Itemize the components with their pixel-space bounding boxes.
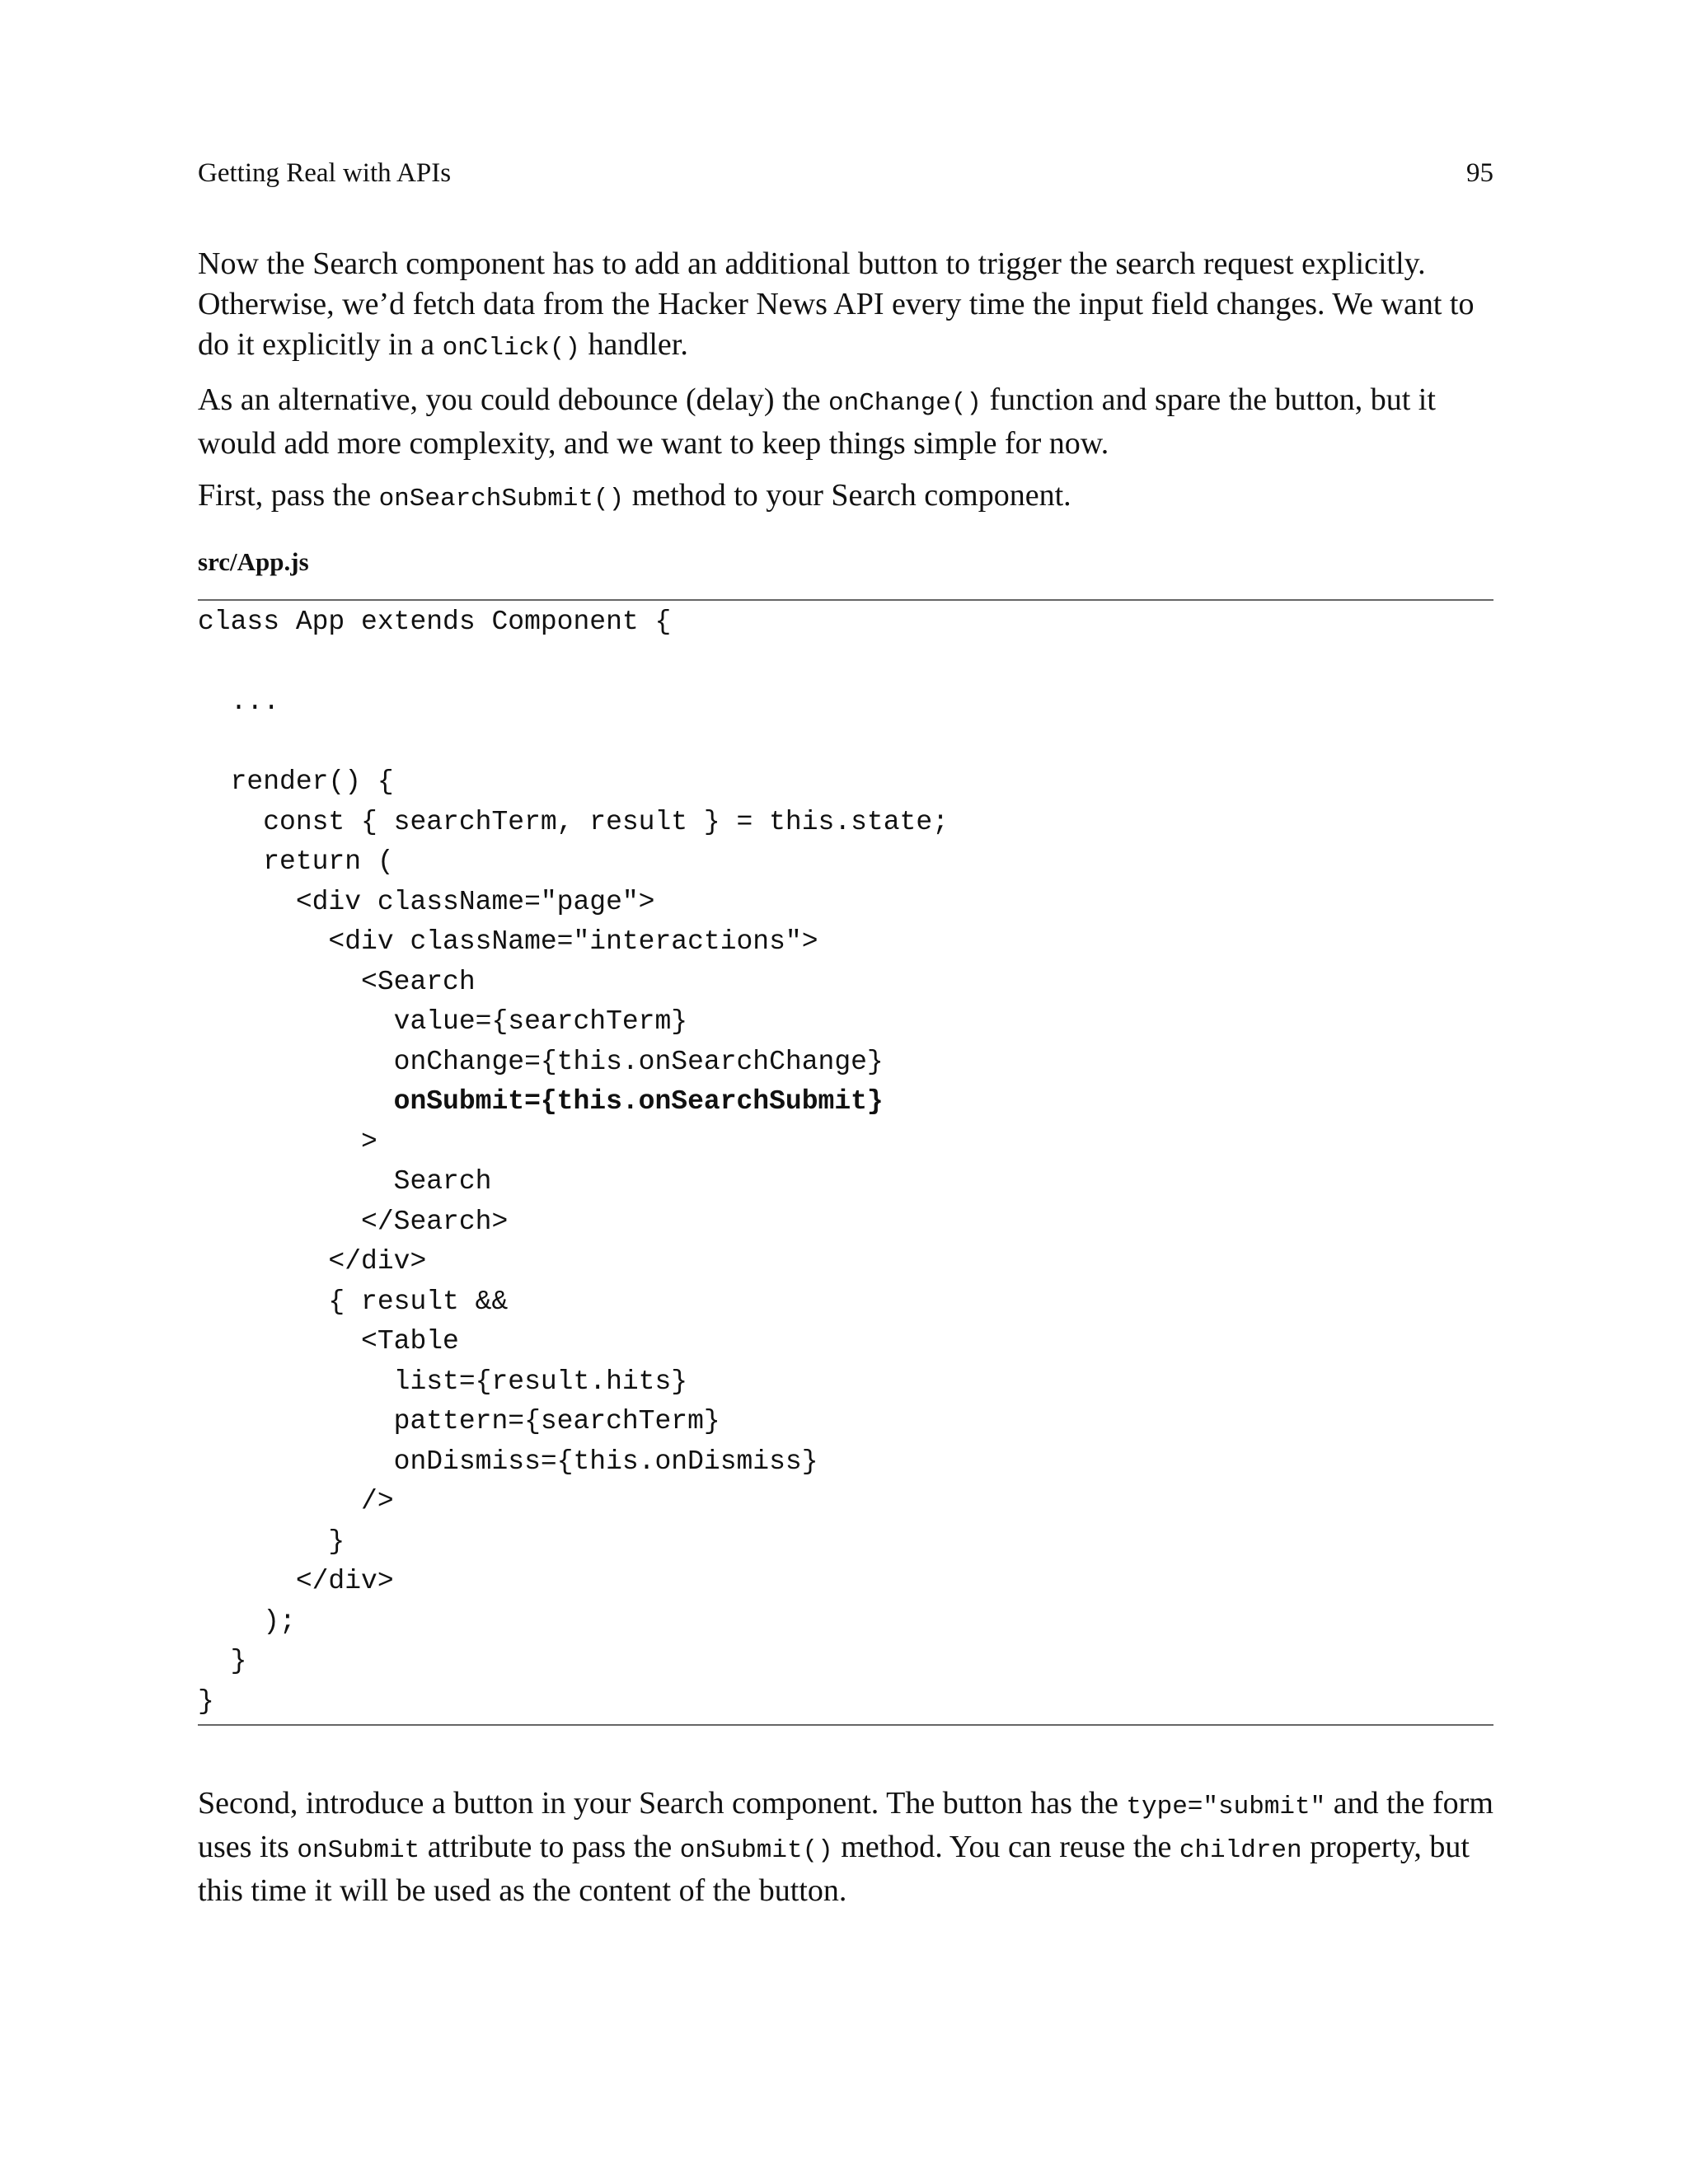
book-page — [198, 0, 1493, 2184]
code-line: > — [198, 1126, 377, 1157]
code-line: } — [198, 1526, 345, 1557]
code-line: value={searchTerm} — [198, 1006, 688, 1037]
code-line: <div className="page"> — [198, 886, 655, 917]
code-line: } — [198, 1646, 247, 1676]
paragraph-text: attribute to pass the — [420, 1830, 680, 1864]
code-line: </div> — [198, 1566, 394, 1596]
paragraph-text: As an alternative, you could debounce (delay) the — [198, 382, 828, 417]
paragraph-text: Now the Search component has to add an additional button to trigger the search request explicitly. Otherwise, we’d fetch data from the Hacker News API every time the input field changes. We want to do it explicitly in a — [198, 246, 1475, 362]
code-line: </div> — [198, 1246, 427, 1277]
code-line: return ( — [198, 846, 394, 877]
code-bottom-rule — [198, 1724, 1493, 1726]
paragraph-text: and the form uses its — [198, 1786, 1493, 1864]
code-line: { result && — [198, 1286, 509, 1317]
paragraph-text: First, pass the — [198, 478, 379, 513]
code-line: onChange={this.onSearchChange} — [198, 1046, 884, 1077]
code-line: </Search> — [198, 1206, 509, 1237]
code-line: list={result.hits} — [198, 1366, 688, 1397]
code-block — [198, 601, 1493, 1722]
inline-code: onSearchSubmit() — [378, 485, 625, 513]
paragraph-text: function and spare the button, but it would add more complexity, and we want to keep things simple for now. — [198, 382, 1436, 461]
code-line: ... — [198, 687, 280, 717]
code-line: Search — [198, 1166, 492, 1197]
running-header — [198, 153, 1493, 193]
code-line — [198, 723, 1493, 763]
code-line: <Table — [198, 1326, 459, 1357]
inline-code: onSubmit() — [679, 1836, 833, 1865]
code-line: class App extends Component { — [198, 607, 672, 637]
code-line: <div className="interactions"> — [198, 926, 818, 957]
code-caption: src/App.js — [198, 547, 309, 576]
page-number: 95 — [1466, 158, 1493, 188]
code-line: /> — [198, 1486, 394, 1516]
code-line: render() { — [198, 766, 394, 797]
inline-code: onClick() — [442, 334, 580, 363]
inline-code: onChange() — [828, 389, 982, 418]
paragraph-text: method. You can reuse the — [832, 1830, 1179, 1864]
paragraph-debounce-alternative — [198, 380, 1493, 464]
code-line: <Search — [198, 966, 476, 997]
paragraph-text: method to your Search component. — [624, 478, 1071, 513]
inline-code: children — [1179, 1836, 1302, 1865]
code-line: ); — [198, 1605, 296, 1637]
paragraph-search-button-intro — [198, 244, 1493, 368]
code-line: pattern={searchTerm} — [198, 1406, 720, 1436]
code-line: } — [198, 1685, 214, 1717]
code-line — [198, 643, 1493, 683]
inline-code: onSubmit — [297, 1836, 420, 1865]
code-line: const { searchTerm, result } = this.state; — [198, 806, 949, 837]
paragraph-text: property, but this time it will be used as the content of the button. — [198, 1830, 1470, 1908]
code-line: onDismiss={this.onDismiss} — [198, 1446, 818, 1477]
paragraph-text: Second, introduce a button in your Search component. The button has the — [198, 1786, 1127, 1821]
inline-code: type="submit" — [1126, 1793, 1326, 1821]
paragraph-text: handler. — [580, 327, 688, 362]
paragraph-introduce-button — [198, 1783, 1493, 1911]
chapter-title: Getting Real with APIs — [198, 158, 452, 188]
code-line-highlighted: onSubmit={this.onSearchSubmit} — [198, 1086, 884, 1117]
paragraph-pass-method — [198, 476, 1493, 519]
